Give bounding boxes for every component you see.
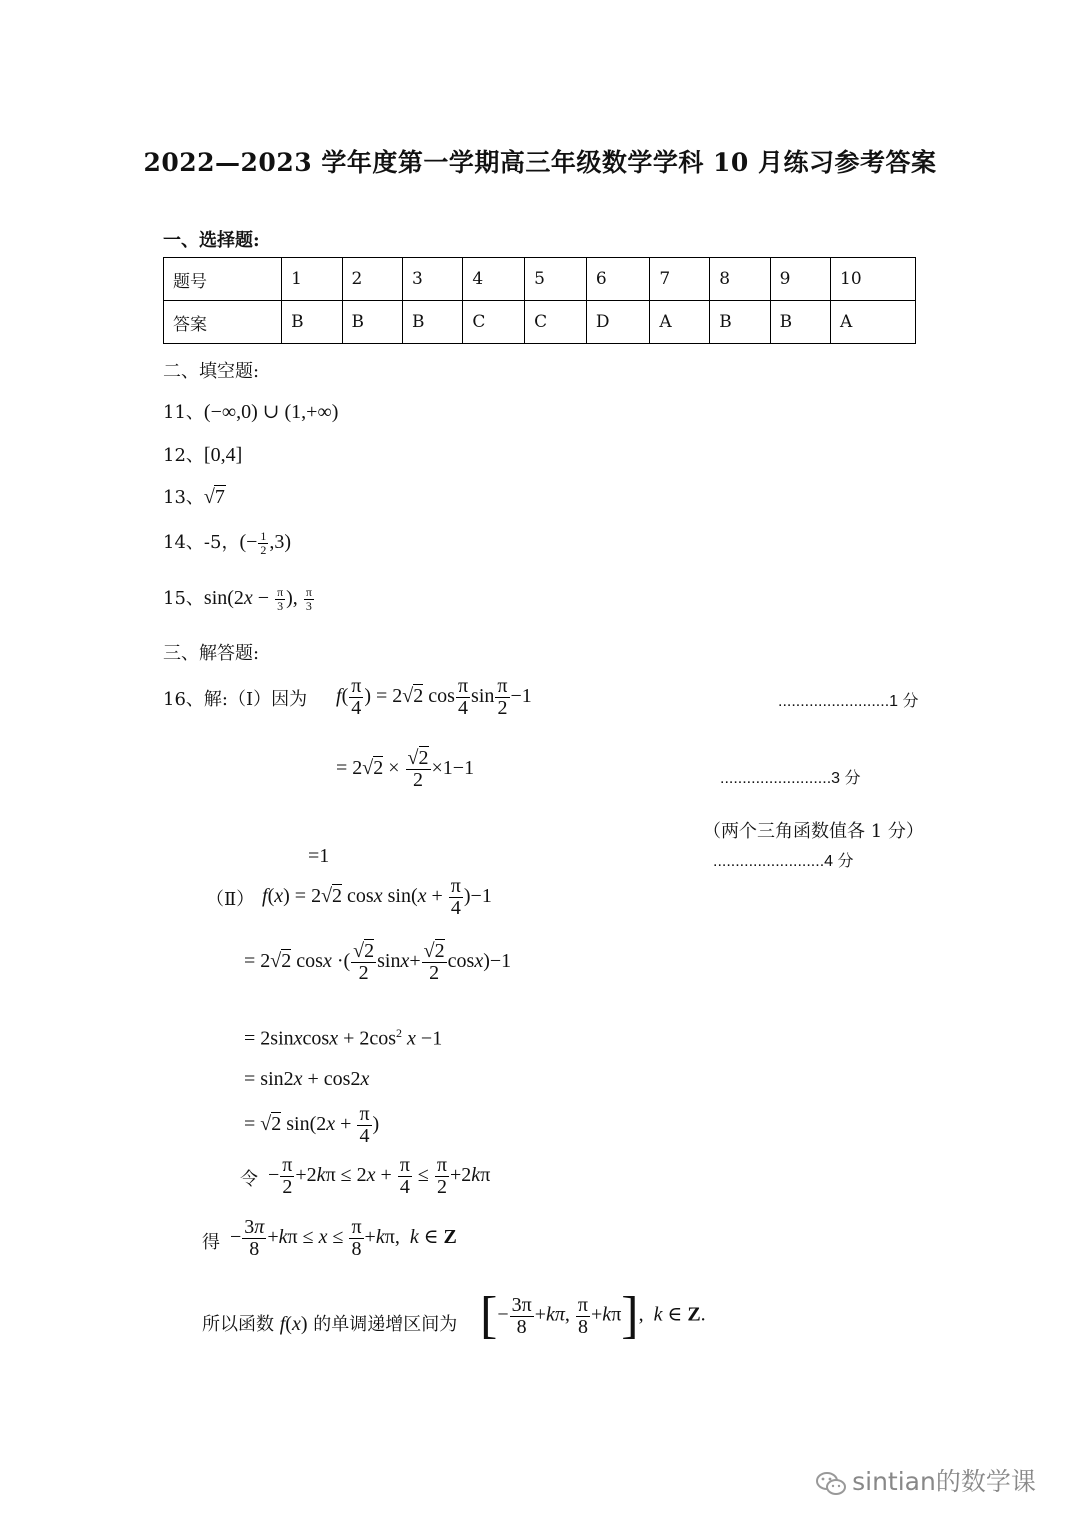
conclusion-text: 所以函数 f(x) 的单调递增区间为 <box>202 1313 458 1335</box>
answer-12 <box>163 441 242 467</box>
score-1: .........................1 分 <box>778 693 919 710</box>
table-cell: 10 <box>831 258 916 301</box>
table-row <box>164 301 916 344</box>
table-cell: C <box>463 301 525 344</box>
q16-ineq2: − $\frac{3\pi}{8}$ +kπ ≤ x ≤ $\frac{\pi}{8}$ +kπ, k ∈ Z <box>230 1216 457 1260</box>
table-cell: 6 <box>586 258 649 301</box>
fraction-denominator: 3 <box>277 598 284 613</box>
de-label: 得 <box>202 1232 220 1253</box>
score-3: .........................3 分 <box>720 770 861 787</box>
watermark <box>815 1462 1036 1502</box>
table-cell: B <box>402 301 462 344</box>
q16-eq8: = √2 sin(2x + $\frac{\pi}{4}$ ) <box>244 1103 380 1147</box>
table-cell: 2 <box>342 258 402 301</box>
q16-interval: [− $\frac{3\pi}{8}$ +kπ, $\frac{\pi}{8}$ +kπ], k ∈ Z. <box>480 1287 706 1344</box>
table-cell: 3 <box>402 258 462 301</box>
q16-ineq1: − $\frac{\pi}{2}$ +2kπ ≤ 2x + $\frac{\pi}{4}$ ≤ $\frac{\pi}{2}$ +2kπ <box>268 1154 491 1198</box>
table-cell: A <box>650 301 710 344</box>
table-cell: B <box>770 301 830 344</box>
answer-value: (−∞,0) ∪ (1,+∞) <box>203 401 339 423</box>
section-fill-heading: 二、填空题: <box>163 361 260 382</box>
table-cell: B <box>710 301 770 344</box>
score-note: （两个三角函数值各 1 分） <box>703 821 924 842</box>
table-cell: B <box>282 301 342 344</box>
conclusion-prefix: 所以函数 <box>202 1314 274 1335</box>
q16-eq6: = 2sinxcosx + $2\cos^2$ x −1 <box>244 1026 443 1050</box>
page-title: 2022—2023 学年度第一学期高三年级数学学科 10 月练习参考答案 <box>143 148 937 177</box>
fraction-numerator: π <box>305 585 312 600</box>
answer-value: -5， <box>203 532 240 553</box>
conclusion-middle: 的单调递增区间为 <box>313 1314 458 1335</box>
fraction-denominator: 2 <box>260 542 267 557</box>
question-number: 15、 <box>163 588 204 609</box>
table-cell: C <box>525 301 587 344</box>
ling-label: 令 <box>240 1169 258 1190</box>
q16-eq5: = 2√2 cosx ·( $\frac{√2}{2}$ sinx+ $\frac{√2}{2}$ cosx)−1 <box>244 940 512 984</box>
q16-eq7: = sin2x + cos2x <box>244 1068 370 1090</box>
table-cell: 1 <box>282 258 342 301</box>
table-cell: 9 <box>770 258 830 301</box>
question-number: 12、 <box>163 445 204 466</box>
answer-value: 7 <box>214 486 225 508</box>
table-row <box>164 258 916 301</box>
answer-14: 14、-5，(− $\frac{1}{2}$ ,3) <box>163 529 292 557</box>
table-cell: 5 <box>525 258 587 301</box>
answer-value: [0,4] <box>203 444 243 466</box>
table-cell: D <box>586 301 649 344</box>
question-number: 13、 <box>163 487 204 508</box>
answer-11 <box>163 398 338 424</box>
table-cell: B <box>342 301 402 344</box>
watermark-text: sintian的数学课 <box>852 1467 1036 1496</box>
q16-eq2: = 2√2 × $\frac{√2}{2}$ ×1−1 <box>336 747 475 791</box>
section-solution-heading: 三、解答题: <box>163 643 260 664</box>
fraction-numerator: 1 <box>260 529 267 544</box>
table-cell: 答案 <box>164 301 282 344</box>
question-number: 11、 <box>163 402 204 423</box>
fraction-numerator: π <box>277 585 284 600</box>
q16-eq3: =1 <box>308 845 330 867</box>
wechat-icon <box>815 1470 847 1502</box>
score-4: .........................4 分 <box>713 853 854 870</box>
answer-15: 15、sin(2x − $\frac{\pi}{3}$ ), $\frac{\pi}{3}$ <box>163 585 312 613</box>
answer-13: 13、√7 <box>163 486 225 508</box>
table-cell: 4 <box>463 258 525 301</box>
table-cell: 题号 <box>164 258 282 301</box>
table-cell: A <box>831 301 916 344</box>
q16-label: 16、解:（Ⅰ）因为 <box>163 689 308 710</box>
fraction-denominator: 3 <box>305 598 312 613</box>
table-cell: 8 <box>710 258 770 301</box>
answer-table <box>163 257 916 344</box>
q16-eq4: f(x) = 2√2 cosx sin(x + $\frac{\pi}{4}$ )−1 <box>262 875 492 919</box>
question-number: 14、 <box>163 532 204 553</box>
table-cell: 7 <box>650 258 710 301</box>
section-choice-heading: 一、选择题: <box>163 230 260 251</box>
q16-part2-label: （Ⅱ） <box>206 889 255 910</box>
q16-eq1: f( $\frac{\pi}{4}$ ) = 2√2 cos $\frac{\pi}{4}$ sin $\frac{\pi}{2}$ −1 <box>336 675 532 719</box>
